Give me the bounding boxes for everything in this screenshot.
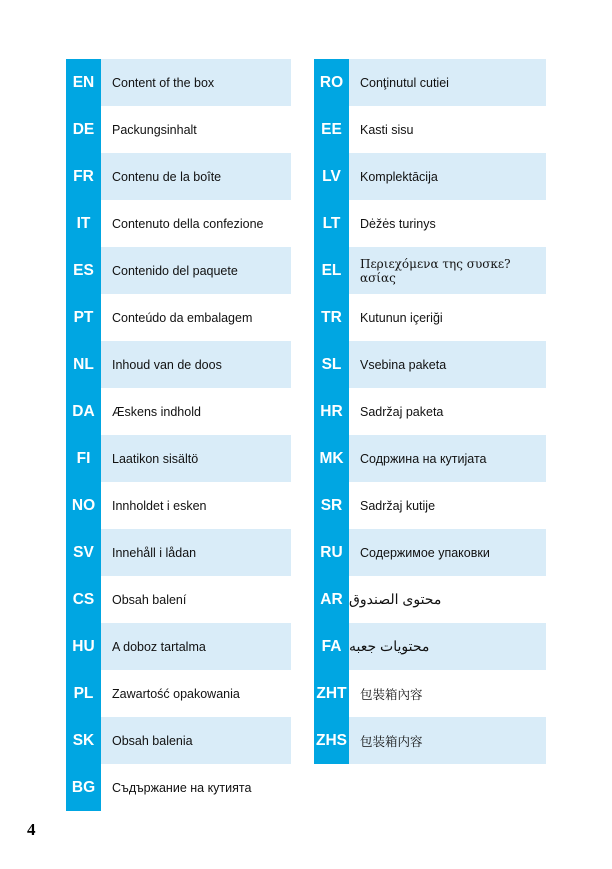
language-code: BG [66,764,101,811]
language-row-ar [314,576,546,623]
language-row-zhs [314,717,546,764]
content-of-box-text: Περιεχόμενα της συσκε?ασίας [349,247,546,294]
language-row-no [66,482,291,529]
content-of-box-text: 包装箱内容 [349,717,546,764]
language-row-hu [66,623,291,670]
content-of-box-text: A doboz tartalma [101,623,291,670]
language-row-cs [66,576,291,623]
language-row-hr [314,388,546,435]
language-code: EE [314,106,349,153]
language-code: HU [66,623,101,670]
language-row-fi [66,435,291,482]
language-code: LT [314,200,349,247]
language-column-left [66,59,291,811]
language-code: SK [66,717,101,764]
content-of-box-text: محتوى الصندوق [349,591,442,607]
language-code: EL [314,247,349,294]
language-code: RO [314,59,349,106]
language-row-it [66,200,291,247]
language-row-mk [314,435,546,482]
language-code: RU [314,529,349,576]
language-code: AR [314,576,349,623]
language-row-en [66,59,291,106]
language-row-lt [314,200,546,247]
content-of-box-text: Content of the box [101,59,291,106]
content-of-box-text: Laatikon sisältö [101,435,291,482]
language-code: SV [66,529,101,576]
language-row-fr [66,153,291,200]
language-row-tr [314,294,546,341]
language-row-da [66,388,291,435]
content-of-box-text: Obsah balení [112,592,187,607]
language-code: PT [66,294,101,341]
content-of-box-text: Kutunun içeriği [360,310,443,325]
language-row-sl [314,341,546,388]
language-column-right [314,59,546,764]
content-of-box-text: Dėžės turinys [360,216,436,231]
content-of-box-text: محتویات جعبه [349,623,546,670]
language-row-ru [314,529,546,576]
language-row-lv [314,153,546,200]
language-row-zht [314,670,546,717]
content-of-box-text: Contenuto della confezione [112,216,264,231]
language-code: ZHT [314,670,349,717]
language-code: EN [66,59,101,106]
language-row-ro [314,59,546,106]
content-of-box-text: Æskens indhold [112,404,201,419]
language-row-nl [66,341,291,388]
page-number: 4 [27,820,36,839]
content-of-box-text: 包裝箱內容 [360,686,423,702]
language-row-el [314,247,546,294]
language-row-de [66,106,291,153]
content-of-box-text: Conteúdo da embalagem [112,310,253,325]
content-of-box-text: Contenu de la boîte [101,153,291,200]
language-row-sr [314,482,546,529]
language-row-es [66,247,291,294]
content-of-box-text: Содржина на кутијата [349,435,546,482]
language-row-fa [314,623,546,670]
language-code: DE [66,106,101,153]
language-code: PL [66,670,101,717]
language-code: ZHS [314,717,349,764]
content-of-box-text: Zawartość opakowania [112,686,240,701]
language-code: FA [314,623,349,670]
language-code: DA [66,388,101,435]
language-code: IT [66,200,101,247]
language-code: LV [314,153,349,200]
content-of-box-text: Conţinutul cutiei [349,59,546,106]
content-of-box-text: Packungsinhalt [112,122,197,137]
content-of-box-text: Sadržaj kutije [360,498,436,513]
language-code: NO [66,482,101,529]
language-row-bg [66,764,291,811]
content-of-box-text: Содержимое упаковки [349,529,546,576]
language-row-sk [66,717,291,764]
language-code: NL [66,341,101,388]
language-row-pt [66,294,291,341]
content-of-box-text: Vsebina paketa [349,341,546,388]
language-code: ES [66,247,101,294]
content-of-box-text: Sadržaj paketa [360,404,444,419]
language-row-ee [314,106,546,153]
content-of-box-text: Съдържание на кутията [112,780,252,795]
content-of-box-text: Kasti sisu [360,122,414,137]
language-code: FR [66,153,101,200]
language-code: TR [314,294,349,341]
language-code: HR [314,388,349,435]
content-of-box-text: Innehåll i lådan [101,529,291,576]
language-code: FI [66,435,101,482]
language-code: MK [314,435,349,482]
content-of-box-text: Contenido del paquete [101,247,291,294]
content-of-box-text: Inhoud van de doos [101,341,291,388]
content-of-box-text: Komplektācija [349,153,546,200]
language-code: CS [66,576,101,623]
language-row-sv [66,529,291,576]
language-code: SR [314,482,349,529]
language-row-pl [66,670,291,717]
content-of-box-text: Obsah balenia [101,717,291,764]
language-code: SL [314,341,349,388]
content-of-box-text: Innholdet i esken [112,498,207,513]
